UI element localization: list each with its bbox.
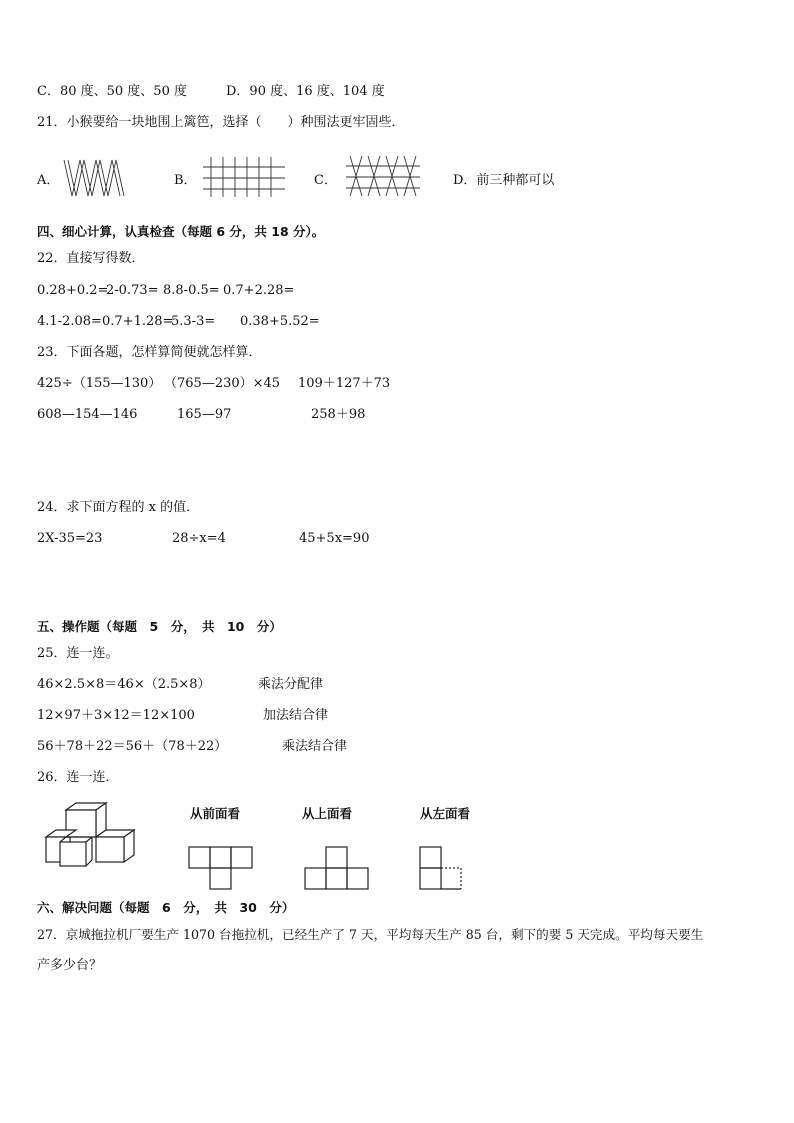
fence-grid-icon bbox=[203, 157, 285, 197]
q22-item: 2-0.73= bbox=[106, 283, 159, 298]
cube-stack-icon bbox=[44, 800, 140, 868]
q20-option-d: D．90 度、16 度、104 度 bbox=[226, 84, 385, 99]
q23-item: 258＋98 bbox=[311, 407, 366, 422]
q24-item: 2X-35=23 bbox=[37, 531, 103, 546]
q27-text-line1: 27．京城拖拉机厂要生产 1070 台拖拉机，已经生产了 7 天，平均每天生产 85 台，剩下的要 5 天完成。平均每天要生 bbox=[37, 927, 704, 942]
q25-right-item: 加法结合律 bbox=[263, 708, 329, 723]
fence-zigzag-icon bbox=[62, 158, 126, 198]
q25-right-item: 乘法结合律 bbox=[282, 739, 348, 754]
top-view-icon bbox=[304, 846, 370, 892]
q20-option-c: C．80 度、50 度、50 度 bbox=[37, 84, 187, 99]
q23-item: 608—154—146 bbox=[37, 407, 138, 422]
q25-left-item: 12×97＋3×12＝12×100 bbox=[37, 708, 195, 723]
front-view-icon bbox=[188, 846, 254, 892]
q22-item: 0.28+0.2= bbox=[37, 283, 109, 298]
q21-option-b: B． bbox=[174, 173, 197, 188]
q22-stem: 22．直接写得数． bbox=[37, 251, 145, 266]
q25-stem: 25．连一连。 bbox=[37, 646, 119, 661]
q23-stem: 23．下面各题，怎样算简便就怎样算． bbox=[37, 345, 262, 360]
q22-item: 8.8-0.5= bbox=[163, 283, 220, 298]
q23-item: 425÷（155—130） bbox=[37, 376, 162, 391]
fence-diagonal-grid-icon bbox=[346, 156, 420, 196]
q22-item: 0.7+1.28= bbox=[102, 314, 174, 329]
q22-item: 0.38+5.52= bbox=[240, 314, 320, 329]
q22-item: 4.1-2.08= bbox=[37, 314, 102, 329]
q25-right-item: 乘法分配律 bbox=[258, 677, 324, 692]
q26-view-label: 从左面看 bbox=[420, 806, 471, 821]
q26-stem: 26．连一连． bbox=[37, 770, 119, 785]
q22-item: 5.3-3= bbox=[171, 314, 216, 329]
q24-item: 28÷x=4 bbox=[172, 531, 226, 546]
q23-item: （765—230）×45 bbox=[164, 376, 281, 391]
q21-option-a: A． bbox=[37, 173, 60, 188]
section5-heading: 五、操作题（每题 5 分， 共 10 分） bbox=[37, 619, 282, 634]
q27-text-line2: 产多少台？ bbox=[37, 958, 103, 973]
left-view-icon bbox=[419, 846, 465, 892]
q26-view-label: 从前面看 bbox=[190, 806, 241, 821]
q21-stem: 21．小猴要给一块地围上篱笆，选择（ ）种围法更牢固些． bbox=[37, 115, 405, 130]
q24-item: 45+5x=90 bbox=[299, 531, 370, 546]
section6-heading: 六、解决问题（每题 6 分， 共 30 分） bbox=[37, 900, 295, 915]
q26-view-label: 从上面看 bbox=[302, 806, 353, 821]
q25-left-item: 56＋78＋22＝56＋（78＋22） bbox=[37, 739, 228, 754]
q21-option-d: D．前三种都可以 bbox=[453, 173, 555, 188]
q22-item: 0.7+2.28= bbox=[223, 283, 295, 298]
section4-heading: 四、细心计算，认真检查（每题 6 分，共 18 分）。 bbox=[37, 224, 325, 239]
q23-item: 165—97 bbox=[177, 407, 232, 422]
q24-stem: 24．求下面方程的 x 的值． bbox=[37, 500, 200, 515]
q23-item: 109＋127＋73 bbox=[298, 376, 391, 391]
q25-left-item: 46×2.5×8＝46×（2.5×8） bbox=[37, 677, 211, 692]
q21-option-c: C． bbox=[314, 173, 337, 188]
